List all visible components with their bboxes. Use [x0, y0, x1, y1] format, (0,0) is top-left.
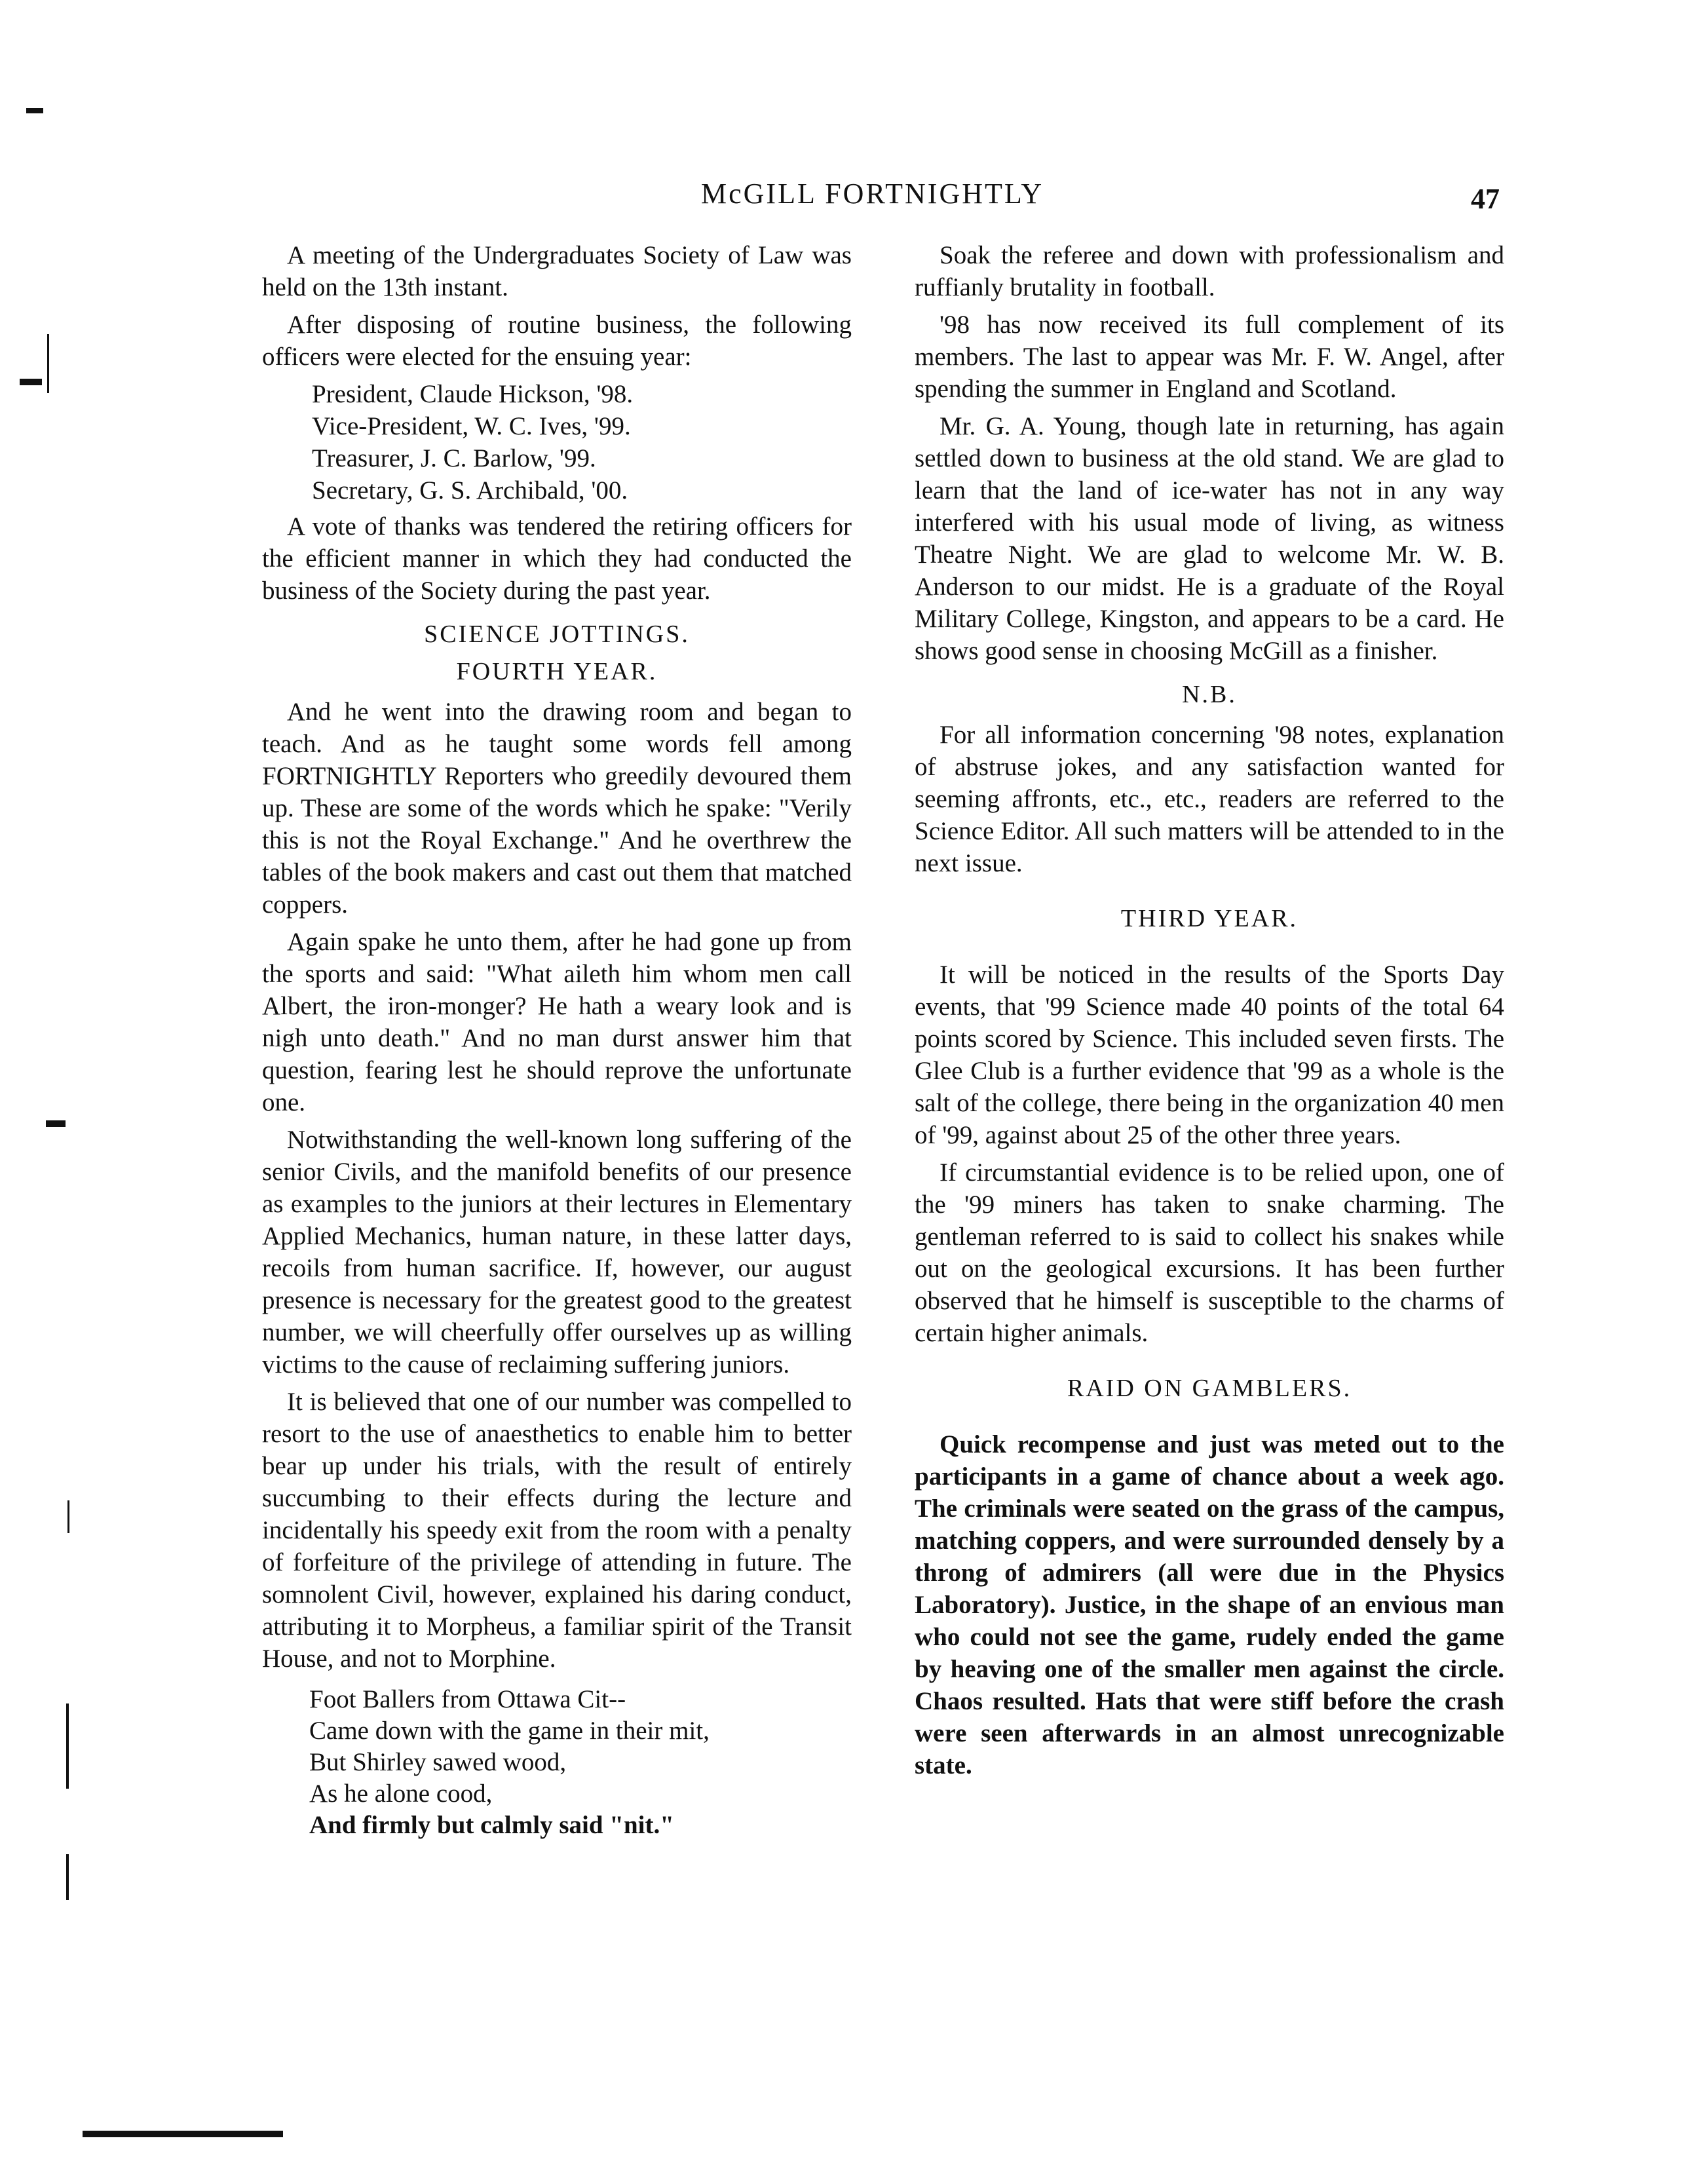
- sports-day-paragraph: It will be noticed in the results of the Sports Day events, that '99 Science made 40 points of the total 64 points scored by Science. This included seven firsts. The Glee Club is a further evidence that '99 as a whole is the salt of the college, there being in the organization 40 men of '99, against about 25 of the other three years.: [915, 961, 1504, 1149]
- running-head: McGILL FORTNIGHTLY: [701, 178, 1044, 210]
- complement-paragraph: '98 has now received its full complement of its members. The last to appear was Mr. F. W. Angel, after spending the summer in England and Scotland.: [915, 311, 1504, 403]
- snake-charming-paragraph: If circumstantial evidence is to be relied upon, one of the '99 miners has taken to snake charming. The gentleman referred to is said to collect his snakes while out on the geological excursions. It has been further observed that he himself is susceptible to the charms of certain higher animals.: [915, 1158, 1504, 1347]
- senior-civils-paragraph: Notwithstanding the well-known long suffering of the senior Civils, and the manifold benefits of our presence as examples to the juniors at their lectures in Elementary Applied Mechanics, human nature, in these latter days, recoils from human sacrifice. If, however, our august presence is necessary for the greatest good to the greatest number, we will cheerfully offer ourselves up as willing victims to the cause of reclaiming suffering juniors.: [262, 1126, 852, 1379]
- scan-mark: [26, 108, 43, 113]
- nb-heading: N.B.: [1182, 681, 1237, 708]
- science-editor-paragraph: For all information concerning '98 notes, explanation of abstruse jokes, and any satisfaction wanted for seeming affronts, etc., etc., readers are referred to the Science Editor. All such matters will be attended to in the next issue.: [915, 721, 1504, 877]
- young-anderson-paragraph: Mr. G. A. Young, though late in returning, has again settled down to business at the old stand. We are glad to learn that the land of ice-water has not in any way interfered with his usual mode of living, as witness Theatre Night. We are glad to welcome Mr. W. B. Anderson to our midst. He is a graduate of the Royal Military College, Kingston, and appears to be a card. He shows good sense in choosing McGill as a finisher.: [915, 412, 1504, 665]
- verse-line: And firmly but calmly said "nit.": [309, 1811, 674, 1839]
- officer-list: [262, 378, 852, 506]
- scan-mark: [66, 1704, 69, 1789]
- iron-monger-paragraph: Again spake he unto them, after he had gone up from the sports and said: "What aileth him whom men call Albert, the iron-monger? He hath a weary look and is nigh unto death." And no man durst answer him that question, fearing lest he should reprove the unfortunate one.: [262, 928, 852, 1116]
- limerick: [309, 1684, 852, 1841]
- referee-paragraph: Soak the referee and down with professionalism and ruffianly brutality in football.: [915, 241, 1504, 301]
- raid-paragraph: Quick recompense and just was meted out to the participants in a game of chance about a week ago. The criminals were seated on the grass of the campus, matching coppers, and were surrounded densely by a throng of admirers (all were due in the Physics Laboratory). Justice, in the shape of an envious man who could not see the game, rudely ended the game by heaving one of the smaller men against the circle. Chaos resulted. Hats that were stiff before the crash were seen afterwards in an almost unrecognizable state.: [915, 1430, 1504, 1780]
- law-society-paragraph: A meeting of the Undergraduates Society of Law was held on the 13th instant.: [262, 241, 852, 301]
- drawing-room-paragraph: And he went into the drawing room and began to teach. And as he taught some words fell among FORTNIGHTLY Reporters who greedily devoured them up. These are some of the words which he spake: "Verily this is not the Royal Exchange." And he overthrew the tables of the book makers and cast out them that matched coppers.: [262, 698, 852, 919]
- raid-on-gamblers-heading: RAID ON GAMBLERS.: [1067, 1375, 1352, 1402]
- verse-line: As he alone cood,: [309, 1780, 493, 1808]
- verse-line: Came down with the game in their mit,: [309, 1717, 710, 1745]
- scan-mark: [20, 379, 42, 385]
- vote-of-thanks-paragraph: A vote of thanks was tendered the retiring officers for the efficient manner in which they had conducted the business of the Society during the past year.: [262, 512, 852, 605]
- right-column: [915, 239, 1504, 1787]
- left-column: [262, 239, 852, 1841]
- scan-bottom-rule: [83, 2131, 283, 2137]
- anaesthetics-paragraph: It is believed that one of our number was compelled to resort to the use of anaesthetics to enable him to better bear up under his trials, with the result of entirely succumbing to their effects during the lecture and incidentally his speedy exit from the room with a penalty of forfeiture of the privilege of attending in future. The somnolent Civil, however, explained his daring conduct, attributing it to Morpheus, a familiar spirit of the Transit House, and not to Morphine.: [262, 1388, 852, 1673]
- routine-business-paragraph: After disposing of routine business, the following officers were elected for the ensuing year:: [262, 311, 852, 371]
- officer-vice-president: Vice-President, W. C. Ives, '99.: [312, 412, 631, 440]
- scan-mark: [67, 1500, 69, 1533]
- officer-president: President, Claude Hickson, '98.: [312, 380, 634, 408]
- scan-mark: [46, 1120, 66, 1127]
- officer-treasurer: Treasurer, J. C. Barlow, '99.: [312, 444, 596, 472]
- scan-mark: [47, 334, 49, 393]
- page-number: 47: [1471, 183, 1500, 215]
- verse-line: But Shirley sawed wood,: [309, 1748, 567, 1776]
- science-jottings-heading: SCIENCE JOTTINGS.: [424, 620, 690, 648]
- officer-secretary: Secretary, G. S. Archibald, '00.: [312, 476, 628, 504]
- fourth-year-heading: FOURTH YEAR.: [456, 658, 658, 685]
- third-year-heading: THIRD YEAR.: [1120, 905, 1299, 932]
- scan-mark: [66, 1854, 69, 1900]
- verse-line: Foot Ballers from Ottawa Cit--: [309, 1685, 626, 1713]
